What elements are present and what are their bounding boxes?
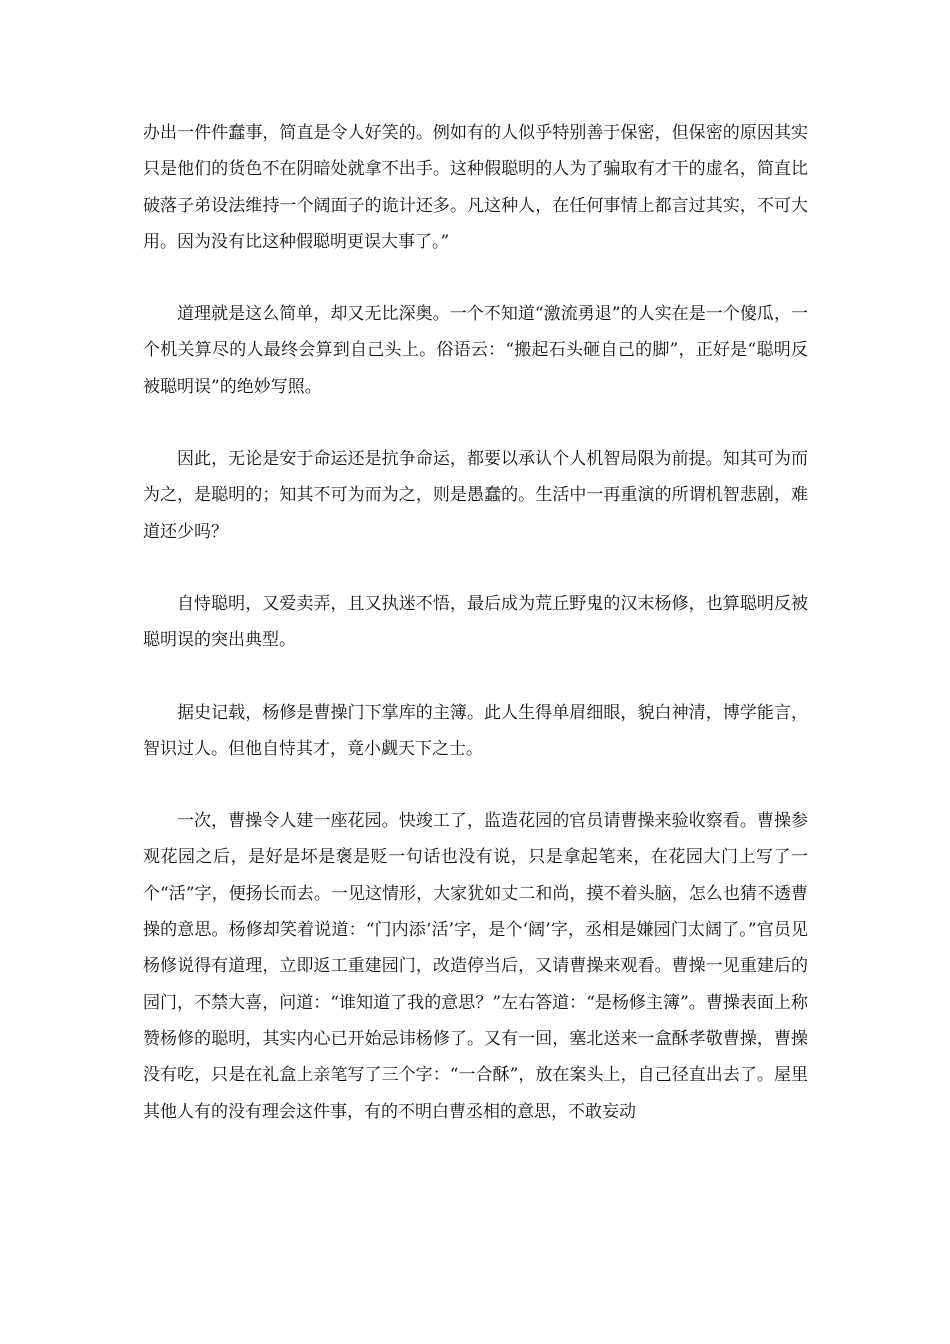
paragraph-3: 因此，无论是安于命运还是抗争命运，都要以承认个人机智局限为前提。知其可为而为之，是聪明的；知其不可为而为之，则是愚蠢的。生活中一再重演的所谓机智悲剧，难道还少吗？ — [143, 449, 808, 542]
document-body — [143, 115, 808, 1166]
paragraph-6: 一次，曹操令人建一座花园。快竣工了，监造花园的官员请曹操来验收察看。曹操参观花园之后，是好是坏是褒是贬一句话也没有说，只是拿起笔来，在花园大门上写了一个“活”字，便扬长而去。一见这情形，大家犹如丈二和尚，摸不着头脑，怎么也猜不透曹操的意思。杨修却笑着说道：“门内添‘活’字，是个‘阔’字，丞相是嫌园门太阔了。”官员见杨修说得有道理，立即返工重建园门，改造停当后，又请曹操来观看。曹操一见重建后的园门，不禁大喜，问道：“谁知道了我的意思？”左右答道：“是杨修主簿”。曹操表面上称赞杨修的聪明，其实内心已开始忌讳杨修了。又有一回，塞北送来一盒酥孝敬曹操，曹操没有吃，只是在礼盒上亲笔写了三个字：“一合酥”，放在案头上，自己径直出去了。屋里其他人有的没有理会这件事，有的不明白曹丞相的意思，不敢妄动 — [143, 811, 808, 1122]
paragraph-1: 办出一件件蠢事，简直是令人好笑的。例如有的人似乎特别善于保密，但保密的原因其实只是他们的货色不在阴暗处就拿不出手。这种假聪明的人为了骗取有才干的虚名，简直比破落子弟设法维持一个阔面子的诡计还多。凡这种人，在任何事情上都言过其实，不可大用。因为没有比这种假聪明更误大事了。” — [143, 123, 808, 252]
paragraph-4: 自恃聪明，又爱卖弄，且又执迷不悟，最后成为荒丘野鬼的汉末杨修，也算聪明反被聪明误的突出典型。 — [143, 593, 808, 651]
paragraph-2: 道理就是这么简单，却又无比深奥。一个不知道“激流勇退”的人实在是一个傻瓜，一个机关算尽的人最终会算到自己头上。俗语云：“搬起石头砸自己的脚”，正好是“聪明反被聪明误”的绝妙写照。 — [143, 304, 808, 397]
paragraph-5: 据史记载，杨修是曹操门下掌库的主簿。此人生得单眉细眼，貌白神清，博学能言，智识过人。但他自恃其才，竟小觑天下之士。 — [143, 702, 808, 759]
